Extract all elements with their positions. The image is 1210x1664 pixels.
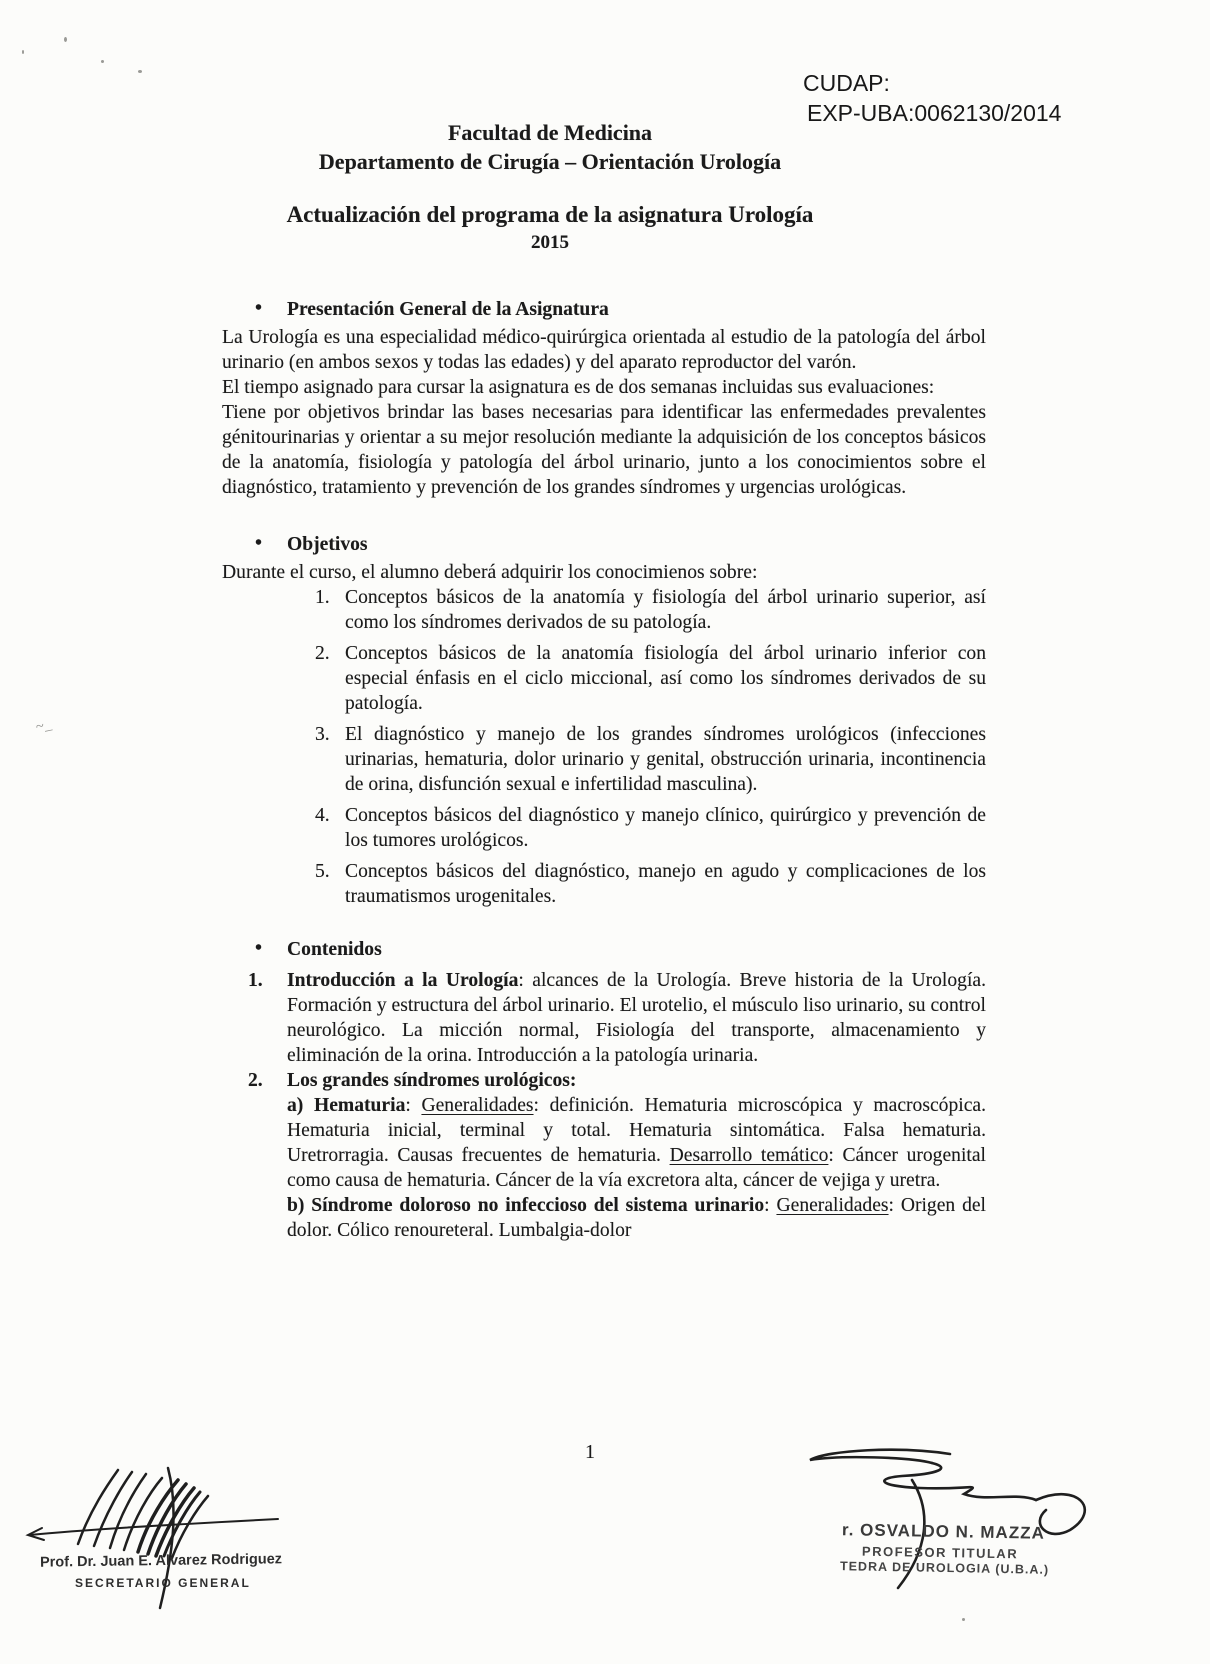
- content-subitem-b: [222, 1193, 986, 1243]
- stamp-cathedra-right: TEDRA DE UROLOGIA (U.B.A.): [839, 1559, 1050, 1577]
- list-text: Conceptos básicos del diagnóstico, manejo en agudo y complicaciones de los traumatismos urogenitales.: [345, 861, 986, 907]
- list-number: 3.: [315, 724, 330, 745]
- content-item: [222, 968, 986, 1068]
- signature-left-icon: [20, 1382, 330, 1632]
- section-heading-text: Presentación General de la Asignatura: [287, 299, 609, 320]
- list-number: 2.: [315, 643, 330, 664]
- bullet-icon: •: [255, 937, 263, 959]
- document-year: 2015: [531, 232, 569, 253]
- scan-speck: [962, 1618, 965, 1621]
- subitem-text: : definición. Hematuria microscópica y macroscópica. Hematuria inicial, terminal y total. Hematuria sintomática. Falsa hematuria. Uretrorragia. Causas frecuentes de hematuria.: [287, 1095, 986, 1166]
- section-heading-text: Contenidos: [287, 939, 382, 960]
- cudap-label: CUDAP:: [803, 70, 890, 96]
- department-name: Departamento de Cirugía – Orientación Urología: [318, 149, 782, 174]
- list-text: El diagnóstico y manejo de los grandes síndromes urológicos (infecciones urinarias, hematuria, dolor urinario y genital, obstrucción urinaria, incontinencia de orina, disfunción sexual e infertilidad masculina).: [345, 724, 986, 795]
- paragraph: El tiempo asignado para cursar la asignatura es de dos semanas incluidas sus evaluaciones:: [222, 377, 935, 398]
- list-item: [222, 803, 986, 853]
- list-item: [222, 722, 986, 797]
- stamp-name-left: Prof. Dr. Juan E. Alvarez Rodriguez: [39, 1551, 283, 1571]
- subitem-text: : Cáncer urogenital como causa de hematuria. Cáncer de la vía excretora alta, cáncer de vejiga y uretra.: [287, 1145, 987, 1191]
- subitem-underlined: Generalidades: [421, 1095, 534, 1116]
- content-subitem-a: [222, 1093, 986, 1193]
- subitem-underlined: Generalidades: [776, 1195, 889, 1216]
- scan-speck: [138, 70, 142, 73]
- scan-speck: [22, 50, 24, 54]
- spacer: [222, 500, 986, 532]
- section-heading-presentacion: [222, 297, 986, 322]
- paragraph: La Urología es una especialidad médico-quirúrgica orientada al estudio de la patología del árbol urinario (en ambos sexos y todas las edades) y del aparato reproductor del varón.: [222, 327, 986, 373]
- section-heading-text: Objetivos: [287, 534, 368, 555]
- list-item: [222, 859, 986, 909]
- subitem-text: :: [764, 1195, 777, 1216]
- paragraph: Tiene por objetivos brindar las bases necesarias para identificar las enfermedades prevalentes génitourinarias y orientar a su mejor resolución mediante la adquisición de los conceptos básicos de la anatomía, fisiología y patología del árbol urinario, junto a los conocimientos sobre el diagnóstico, tratamiento y prevención de los grandes síndromes y urgencias urológicas.: [222, 402, 986, 498]
- stamp-title-right: PROFESOR TITULAR: [861, 1543, 1019, 1562]
- list-item: [222, 641, 986, 716]
- list-text: Conceptos básicos de la anatomía fisiología del árbol urinario inferior con especial énfasis en el ciclo miccional, así como los síndromes derivados de su patología.: [345, 643, 986, 714]
- content-item-title: Los grandes síndromes urológicos:: [287, 1070, 577, 1091]
- bullet-icon: •: [255, 297, 263, 319]
- bullet-icon: •: [255, 532, 263, 554]
- list-number: 4.: [315, 805, 330, 826]
- spacer: [222, 915, 986, 937]
- subitem-title: b) Síndrome doloroso no infeccioso del sistema urinario: [287, 1195, 765, 1216]
- stamp-title-left: SECRETARIO GENERAL: [75, 1576, 251, 1590]
- list-text: Conceptos básicos de la anatomía y fisiología del árbol urinario superior, así como los síndromes derivados de su patología.: [345, 587, 986, 633]
- list-text: Conceptos básicos del diagnóstico y manejo clínico, quirúrgico y prevención de los tumores urológicos.: [345, 805, 986, 851]
- subitem-title: a) Hematuria: [287, 1095, 406, 1116]
- content-item-title: Introducción a la Urología: [287, 970, 519, 991]
- cudap-value: EXP-UBA:0062130/2014: [807, 100, 1062, 126]
- list-number: 5.: [315, 861, 330, 882]
- list-number: 2.: [248, 1070, 263, 1091]
- list-number: 1.: [315, 587, 330, 608]
- document-title: Actualización del programa de la asignatura Urología: [286, 202, 814, 227]
- scan-squiggle: ~_: [34, 716, 54, 736]
- signature-block-right: [780, 1438, 1140, 1618]
- section-heading-contenidos: [222, 937, 986, 962]
- scan-speck: [101, 60, 104, 63]
- signature-block-left: [20, 1382, 330, 1632]
- scan-speck: [64, 37, 67, 42]
- content-item: [222, 1068, 986, 1093]
- document-header: [110, 118, 990, 255]
- document-body: [222, 297, 986, 1243]
- subitem-text: :: [405, 1095, 422, 1116]
- content-item-text: : alcances de la Urología. Breve historia de la Urología. Formación y estructura del árbol urinario. El urotelio, el músculo liso urinario, su control neurológico. La micción normal, Fisiología del transporte, almacenamiento y eliminación de la orina. Introducción a la patología urinaria.: [287, 970, 986, 1066]
- list-item: [222, 585, 986, 635]
- stamp-name-right: r. OSVALDO N. MAZZA: [841, 1520, 1046, 1543]
- section-heading-objetivos: [222, 532, 986, 557]
- objetivos-intro: Durante el curso, el alumno deberá adquirir los conocimienos sobre:: [222, 562, 758, 583]
- page-number: 1: [585, 1441, 595, 1463]
- list-number: 1.: [248, 970, 263, 991]
- subitem-underlined: Desarrollo temático: [669, 1145, 829, 1166]
- faculty-name: Facultad de Medicina: [447, 120, 653, 145]
- subitem-text: : Origen del dolor. Cólico renoureteral. Lumbalgia-dolor: [287, 1195, 987, 1241]
